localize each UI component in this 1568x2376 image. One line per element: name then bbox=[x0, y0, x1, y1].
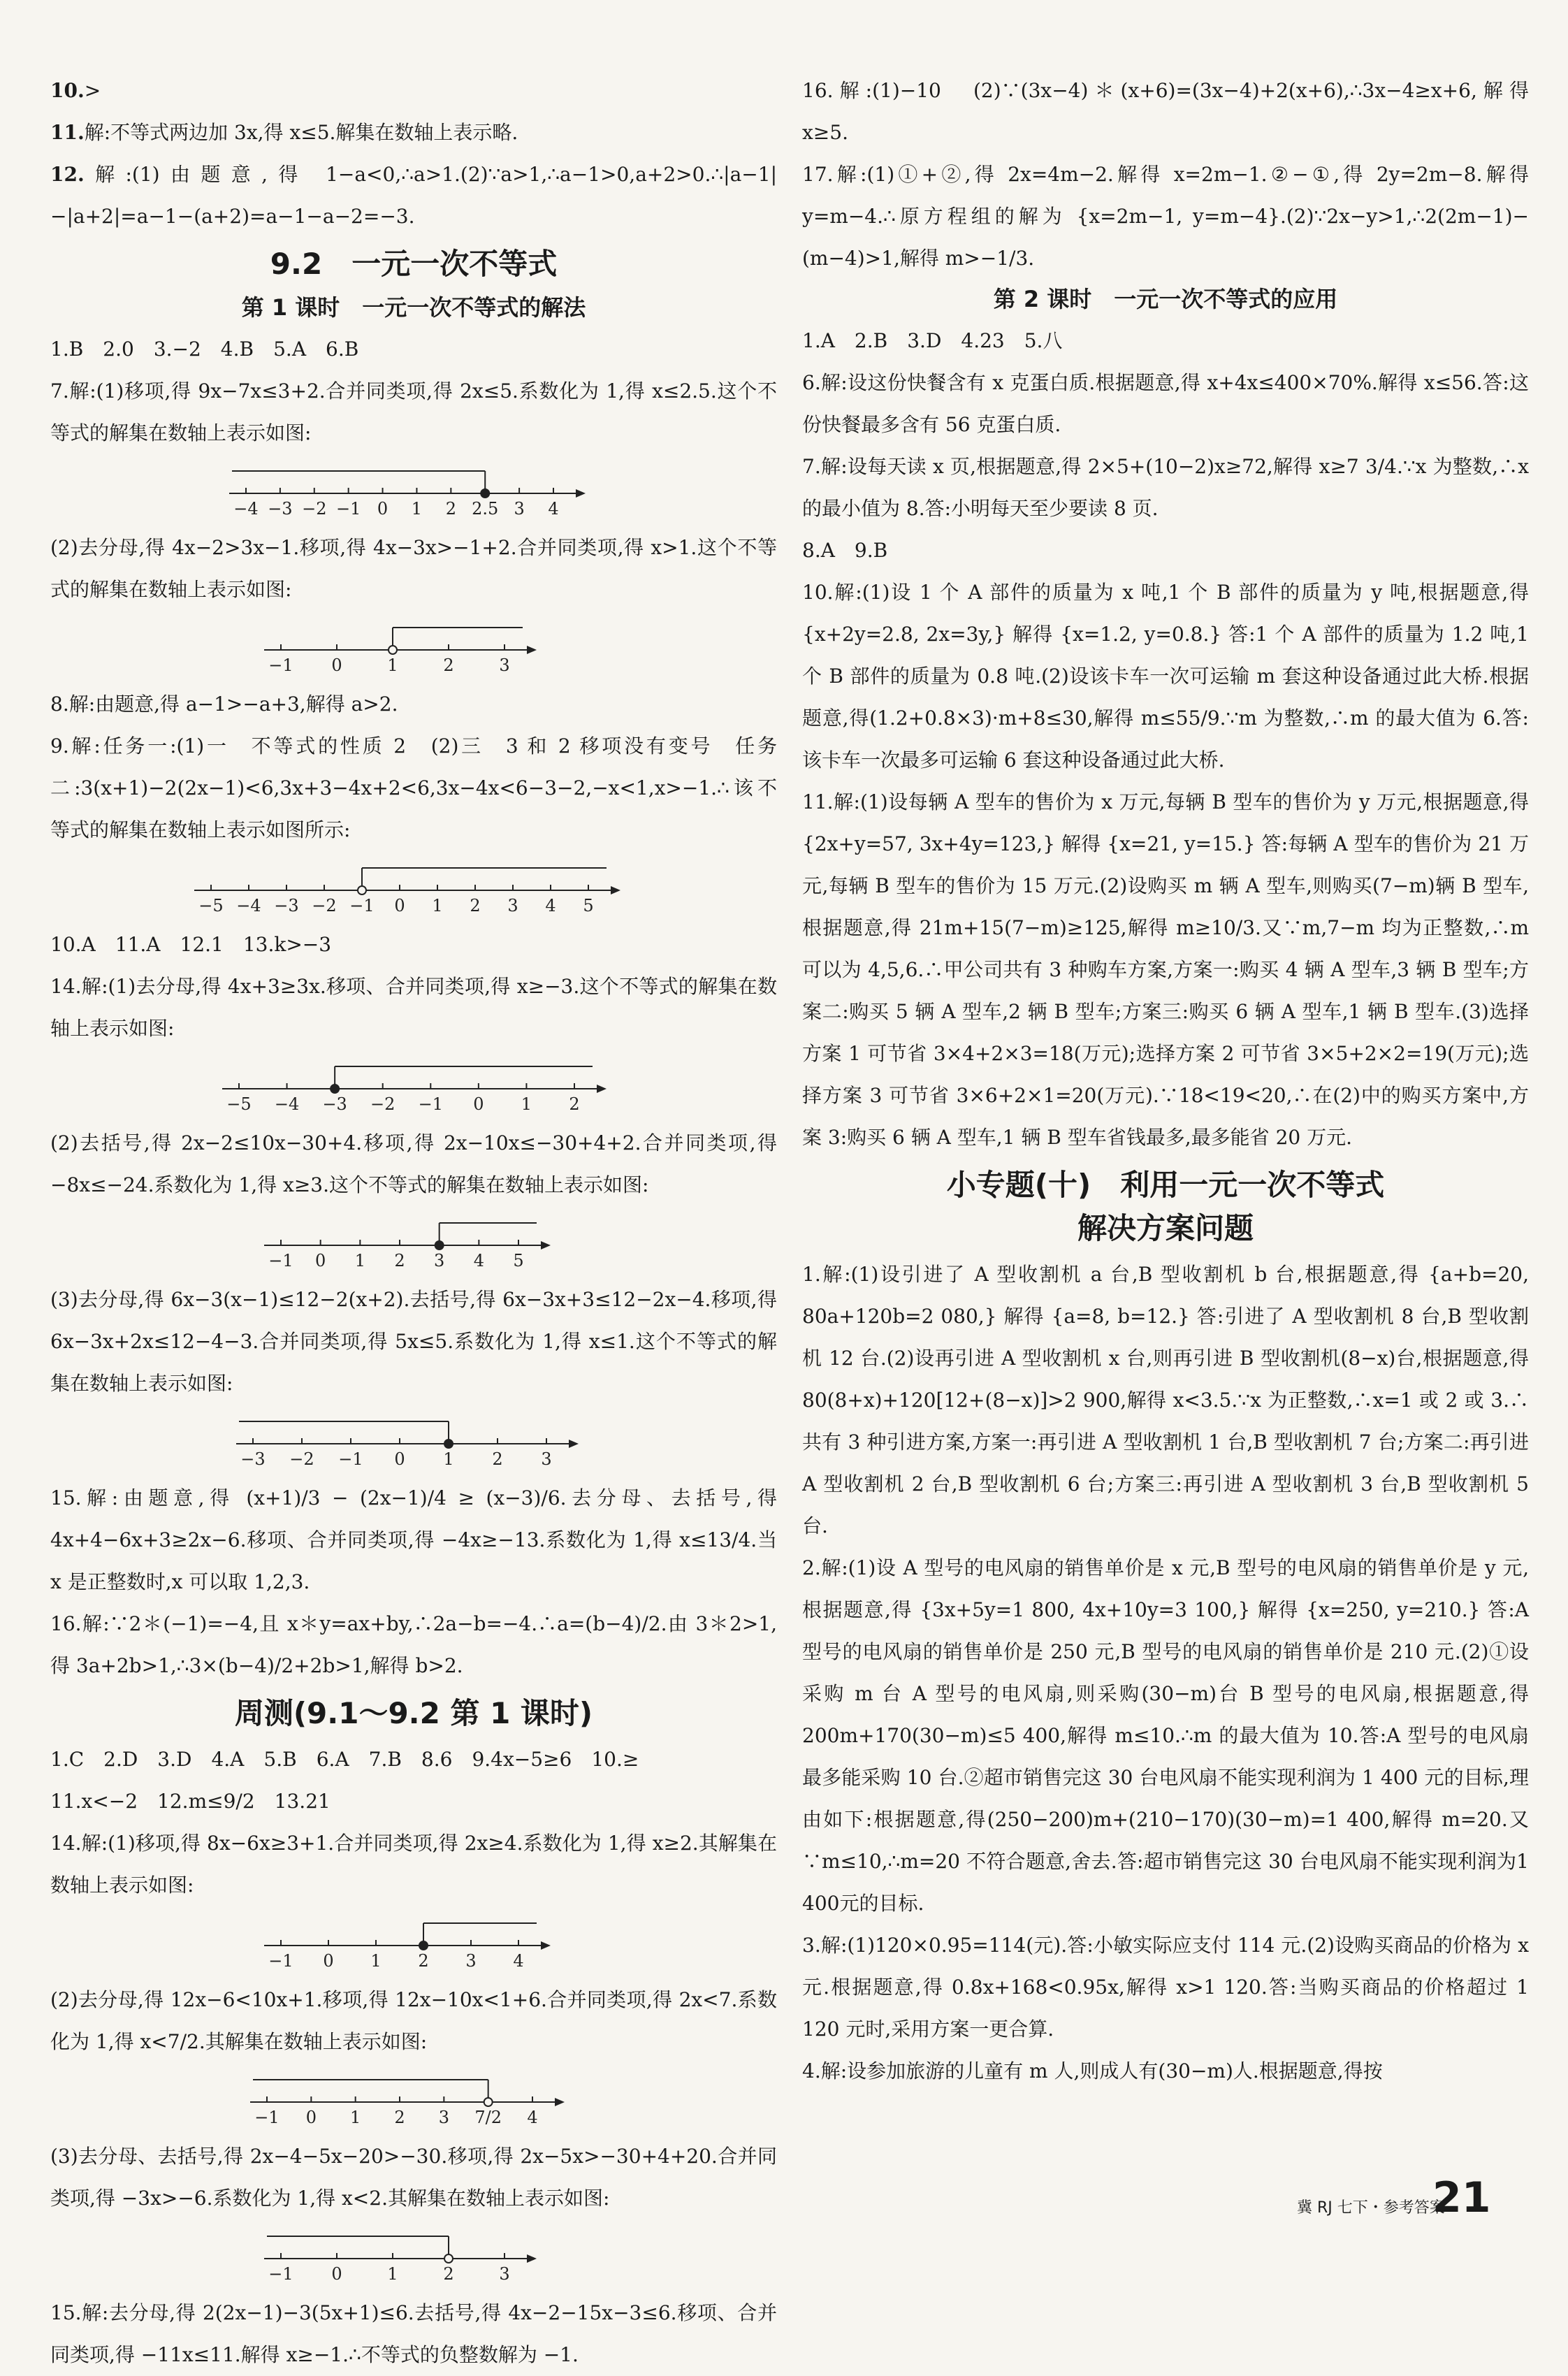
answer-12: 12.解:(1)由题意,得 1−a<0,∴a>1.(2)∵a>1,∴a−1>0,a+2>0.∴|a−1|−|a+2|=a−1−(a+2)=a−1−a−2=−3. bbox=[50, 163, 777, 228]
tick-label: 2 bbox=[394, 1251, 405, 1270]
tick-label: 0 bbox=[473, 1094, 484, 1114]
tick-label: −5 bbox=[226, 1094, 252, 1114]
answer-16: 16.解:∵2＊(−1)=−4,且 x＊y=ax+by,∴2a−b=−4.∴a=(b−4)/2.由 3＊2>1,得 3a+2b>1,∴3×(b−4)/2+2b>1,解得 b>2. bbox=[50, 1612, 777, 1677]
lesson2-answer-7: 7.解:设每天读 x 页,根据题意,得 2×5+(10−2)x≥72,解得 x≥7 3/4.∵x 为整数,∴x 的最小值为 8.答:小明每天至少要读 8 页. bbox=[802, 455, 1529, 520]
weekly-choice-2: 11.x<−2 12.m≤9/2 13.21 bbox=[50, 1790, 331, 1813]
tick-label: 2 bbox=[492, 1449, 503, 1469]
answer-14-part1: 14.解:(1)去分母,得 4x+3≥3x.移项、合并同类项,得 x≥−3.这个不等式的解集在数轴上表示如图: bbox=[50, 975, 777, 1040]
topic-title-line1: 小专题(十) 利用一元一次不等式 bbox=[946, 1168, 1385, 1202]
tick-label: 2 bbox=[443, 2264, 454, 2284]
tick-label: −1 bbox=[268, 2264, 293, 2284]
topic-answer-2: 2.解:(1)设 A 型号的电风扇的销售单价是 x 元,B 型号的电风扇的销售单价是 y 元,根据题意,得 {3x+5y=1 800, 4x+10y=3 100,} 解得 {x=250, y=210.} 答:A 型号的电风扇的销售单价是 250 元,B 型号的电风扇的销售单价是 210 元.(2)①设采购 m 台 A 型号的电风扇,则采购(30−m)台 B 型号的电风扇,根据题意,得 200m+170(30−m)≤5 400,解得 m≤10.∴m 的最大值为 10.答:A 型号的电风扇最多能采购 10 台.②超市销售完这 30 台电风扇不能实现利润为 1 400 元的目标,理由如下:根据题意,得(250−200)m+(210−170)(30−m)=1 400,解得 m=20.又∵m≤10,∴m=20 不符合题意,舍去.答:超市销售完这 30 台电风扇不能实现利润为1 400元的目标. bbox=[802, 1556, 1529, 1915]
weekly-14-part2: (2)去分母,得 12x−6<10x+1.移项,得 12x−10x<1+6.合并同类项,得 2x<7.系数化为 1,得 x<7/2.其解集在数轴上表示如图: bbox=[50, 1988, 777, 2053]
tick-label: 4 bbox=[473, 1251, 484, 1270]
weekly-test-title: 周测(9.1～9.2 第 1 课时) bbox=[234, 1696, 593, 1730]
tick-label: 3 bbox=[541, 1449, 552, 1469]
weekly-choice-1: 1.C 2.D 3.D 4.A 5.B 6.A 7.B 8.6 9.4x−5≥6 10.≥ bbox=[50, 1748, 639, 1771]
tick-label: 2 bbox=[443, 655, 454, 675]
axis-arrow bbox=[541, 1941, 551, 1950]
tick-label: 1 bbox=[411, 499, 423, 519]
closed-point bbox=[331, 1085, 339, 1093]
topic-title-line2: 解决方案问题 bbox=[1077, 1211, 1254, 1245]
tick-label: 1 bbox=[370, 1951, 382, 1971]
number-line-14b bbox=[260, 1210, 777, 1273]
tick-label: 1 bbox=[432, 896, 443, 915]
right-column bbox=[802, 70, 1529, 2092]
footer-label: 冀 RJ 七下・参考答案 bbox=[1297, 2199, 1445, 2217]
tick-label: 2 bbox=[445, 499, 456, 519]
closed-point bbox=[444, 1440, 453, 1448]
tick-label: 1 bbox=[354, 1251, 365, 1270]
section-title-9-2: 9.2 一元一次不等式 bbox=[270, 247, 558, 281]
open-point bbox=[358, 886, 366, 894]
number-line-svg bbox=[260, 2224, 539, 2287]
tick-label: 3 bbox=[465, 1951, 477, 1971]
number-line-svg bbox=[260, 615, 539, 678]
tick-label: 0 bbox=[394, 896, 405, 915]
lesson2-answer-11: 11.解:(1)设每辆 A 型车的售价为 x 万元,每辆 B 型车的售价为 y 万元,根据题意,得 {2x+y=57, 3x+4y=123,} 解得 {x=21, y=15.} 答:每辆 A 型车的售价为 21 万元,每辆 B 型车的售价为 15 万元.(2)设购买 m 辆 A 型车,则购买(7−m)辆 B 型车,根据题意,得 21m+15(7−m)≥125,解得 m≥10/3.又∵m,7−m 均为正整数,∴m 可以为 4,5,6.∴甲公司共有 3 种购车方案,方案一:购买 4 辆 A 型车,3 辆 B 型车;方案二:购买 5 辆 A 型车,2 辆 B 型车;方案三:购买 6 辆 A 型车,1 辆 B 型车.(3)选择方案 1 可节省 3×4+2×3=18(万元);选择方案 2 可节省 3×5+2×2=19(万元);选择方案 3 可节省 3×6+2×1=20(万元).∵18<19<20,∴在(2)中的购买方案中,方案 3:购买 6 辆 A 型车,1 辆 B 型车省钱最多,最多能省 20 万元. bbox=[802, 790, 1529, 1149]
tick-label: 7/2 bbox=[474, 2108, 502, 2127]
tick-label: 0 bbox=[331, 655, 342, 675]
tick-label: 3 bbox=[499, 655, 510, 675]
tick-label: 5 bbox=[583, 896, 594, 915]
answer-15: 15.解:由题意,得 (x+1)/3 − (2x−1)/4 ≥ (x−3)/6.去分母、去括号,得 4x+4−6x+3≥2x−6.移项、合并同类项,得 −4x≥−13.系数化为 1,得 x≤13/4.当 x 是正整数时,x 可以取 1,2,3. bbox=[50, 1486, 777, 1593]
tick-label: 5 bbox=[513, 1251, 524, 1270]
tick-label: −1 bbox=[268, 1251, 293, 1270]
tick-label: 3 bbox=[514, 499, 525, 519]
number-line-svg bbox=[190, 855, 623, 918]
open-point bbox=[484, 2098, 493, 2106]
tick-label: −1 bbox=[338, 1449, 363, 1469]
tick-label: 0 bbox=[394, 1449, 405, 1469]
closed-point bbox=[481, 489, 489, 498]
page-number: 21 bbox=[1432, 2173, 1491, 2222]
tick-label: −1 bbox=[254, 2108, 280, 2127]
tick-label: 3 bbox=[438, 2108, 449, 2127]
answer-14-part2: (2)去括号,得 2x−2≤10x−30+4.移项,得 2x−10x≤−30+4+2.合并同类项,得 −8x≤−24.系数化为 1,得 x≥3.这个不等式的解集在数轴上表示如图: bbox=[50, 1131, 777, 1196]
left-column bbox=[50, 70, 777, 2376]
tick-label: 0 bbox=[331, 2264, 342, 2284]
lesson-1-title: 第 1 课时 一元一次不等式的解法 bbox=[241, 294, 586, 321]
axis-arrow bbox=[527, 2254, 537, 2263]
number-line-svg bbox=[260, 1911, 553, 1973]
tick-label: 2.5 bbox=[472, 499, 499, 519]
tick-label: 3 bbox=[499, 2264, 510, 2284]
answer-7-part2: (2)去分母,得 4x−2>3x−1.移项,得 4x−3x>−1+2.合并同类项,得 x>1.这个不等式的解集在数轴上表示如图: bbox=[50, 536, 777, 601]
answer-17: 17.解:(1)①+②,得 2x=4m−2.解得 x=2m−1.②−①,得 2y=2m−8.解得 y=m−4.∴原方程组的解为 {x=2m−1, y=m−4}.(2)∵2x−y>1,∴2(2m−1)−(m−4)>1,解得 m>−1/3. bbox=[802, 163, 1529, 270]
topic-answer-4: 4.解:设参加旅游的儿童有 m 人,则成人有(30−m)人.根据题意,得按 bbox=[802, 2059, 1383, 2082]
tick-label: 4 bbox=[513, 1951, 524, 1971]
number-line-svg bbox=[218, 1054, 609, 1117]
closed-point bbox=[419, 1941, 428, 1950]
tick-label: −3 bbox=[322, 1094, 347, 1114]
tick-label: 0 bbox=[377, 499, 389, 519]
lesson2-choice-answers: 1.A 2.B 3.D 4.23 5.八 bbox=[802, 329, 1063, 352]
tick-label: −4 bbox=[274, 1094, 300, 1114]
tick-label: −2 bbox=[289, 1449, 314, 1469]
number-line-9 bbox=[190, 855, 777, 918]
tick-label: 2 bbox=[470, 896, 481, 915]
axis-arrow bbox=[569, 1440, 579, 1448]
answer-16-right: 16.解:(1)−10 (2)∵(3x−4)＊(x+6)=(3x−4)+2(x+6),∴3x−4≥x+6,解得 x≥5. bbox=[802, 79, 1529, 144]
tick-label: 0 bbox=[305, 2108, 317, 2127]
tick-label: 4 bbox=[527, 2108, 538, 2127]
lesson-2-title: 第 2 课时 一元一次不等式的应用 bbox=[993, 286, 1338, 312]
tick-label: 1 bbox=[387, 2264, 398, 2284]
lesson2-answer-6: 6.解:设这份快餐含有 x 克蛋白质.根据题意,得 x+4x≤400×70%.解得 x≤56.答:这份快餐最多含有 56 克蛋白质. bbox=[802, 371, 1529, 436]
answer-14-part3: (3)去分母,得 6x−3(x−1)≤12−2(x+2).去括号,得 6x−3x+3≤12−2x−4.移项,得 6x−3x+2x≤12−4−3.合并同类项,得 5x≤5.系数化为 1,得 x≤1.这个不等式的解集在数轴上表示如图: bbox=[50, 1288, 777, 1395]
tick-label: −2 bbox=[312, 896, 337, 915]
number-line-7a bbox=[225, 458, 777, 521]
tick-label: 1 bbox=[387, 655, 398, 675]
axis-arrow bbox=[576, 489, 586, 498]
tick-label: 0 bbox=[323, 1951, 334, 1971]
lesson2-answers-8-9: 8.A 9.B bbox=[802, 539, 888, 562]
tick-label: −5 bbox=[198, 896, 224, 915]
axis-arrow bbox=[597, 1085, 607, 1093]
tick-label: −1 bbox=[268, 1951, 293, 1971]
number-line-w14b bbox=[246, 2067, 777, 2130]
weekly-15: 15.解:去分母,得 2(2x−1)−3(5x+1)≤6.去括号,得 4x−2−15x−3≤6.移项、合并同类项,得 −11x≤11.解得 x≥−1.∴不等式的负整数解为 −1. bbox=[50, 2301, 777, 2366]
tick-label: −3 bbox=[268, 499, 293, 519]
tick-label: −1 bbox=[349, 896, 375, 915]
closed-point bbox=[435, 1241, 444, 1249]
number-line-svg bbox=[232, 1409, 581, 1472]
answer-7-part1: 7.解:(1)移项,得 9x−7x≤3+2.合并同类项,得 2x≤5.系数化为 1,得 x≤2.5.这个不等式的解集在数轴上表示如图: bbox=[50, 379, 777, 444]
tick-label: 4 bbox=[548, 499, 559, 519]
tick-label: 1 bbox=[350, 2108, 361, 2127]
weekly-14-part3: (3)去分母、去括号,得 2x−4−5x−20>−30.移项,得 2x−5x>−30+4+20.合并同类项,得 −3x>−6.系数化为 1,得 x<2.其解集在数轴上表示如图: bbox=[50, 2145, 777, 2210]
tick-label: 1 bbox=[521, 1094, 532, 1114]
tick-label: 2 bbox=[569, 1094, 580, 1114]
answer-10: 10.> bbox=[50, 79, 101, 102]
topic-answer-1: 1.解:(1)设引进了 A 型收割机 a 台,B 型收割机 b 台,根据题意,得 {a+b=20, 80a+120b=2 080,} 解得 {a=8, b=12.} 答:引进了 A 型收割机 8 台,B 型收割机 12 台.(2)设再引进 A 型收割机 x 台,则再引进 B 型收割机(8−x)台,根据题意,得 80(8+x)+120[12+(8−x)]>2 900,解得 x<3.5.∵x 为正整数,∴x=1 或 2 或 3.∴共有 3 种引进方案,方案一:再引进 A 型收割机 1 台,B 型收割机 7 台;方案二:再引进 A 型收割机 2 台,B 型收割机 6 台;方案三:再引进 A 型收割机 3 台,B 型收割机 5 台. bbox=[802, 1263, 1529, 1537]
axis-arrow bbox=[541, 1241, 551, 1249]
weekly-14-part1: 14.解:(1)移项,得 8x−6x≥3+1.合并同类项,得 2x≥4.系数化为 1,得 x≥2.其解集在数轴上表示如图: bbox=[50, 1832, 777, 1897]
tick-label: 2 bbox=[394, 2108, 405, 2127]
open-point bbox=[444, 2254, 453, 2263]
tick-label: 0 bbox=[315, 1251, 326, 1270]
number-line-w14a bbox=[260, 1911, 777, 1973]
tick-label: 1 bbox=[443, 1449, 454, 1469]
number-line-svg bbox=[225, 458, 588, 521]
tick-label: 3 bbox=[507, 896, 518, 915]
answer-8: 8.解:由题意,得 a−1>−a+3,解得 a>2. bbox=[50, 693, 398, 716]
number-line-svg bbox=[246, 2067, 567, 2130]
tick-label: 2 bbox=[418, 1951, 429, 1971]
tick-label: −4 bbox=[236, 896, 261, 915]
topic-answer-3: 3.解:(1)120×0.95=114(元).答:小敏实际应支付 114 元.(2)设购买商品的价格为 x 元.根据题意,得 0.8x+168<0.95x,解得 x>1 120.答:当购买商品的价格超过 1 120 元时,采用方案一更合算. bbox=[802, 1934, 1529, 2041]
answer-11: 11.解:不等式两边加 3x,得 x≤5.解集在数轴上表示略. bbox=[50, 121, 518, 144]
lesson2-answer-10: 10.解:(1)设 1 个 A 部件的质量为 x 吨,1 个 B 部件的质量为 y 吨,根据题意,得 {x+2y=2.8, 2x=3y,} 解得 {x=1.2, y=0.8.} 答:1 个 A 部件的质量为 1.2 吨,1 个 B 部件的质量为 0.8 吨.(2)设该卡车一次可运输 m 套这种设备通过此大桥.根据题意,得(1.2+0.8×3)·m+8≤30,解得 m≤55/9.∵m 为整数,∴m 的最大值为 6.答:该卡车一次最多可运输 6 套这种设备通过此大桥. bbox=[802, 581, 1529, 772]
tick-label: −4 bbox=[233, 499, 259, 519]
tick-label: −2 bbox=[370, 1094, 395, 1114]
number-line-14c bbox=[232, 1409, 777, 1472]
answers-10-13: 10.A 11.A 12.1 13.k>−3 bbox=[50, 933, 332, 956]
tick-label: −1 bbox=[268, 655, 293, 675]
tick-label: 3 bbox=[434, 1251, 445, 1270]
tick-label: −3 bbox=[274, 896, 299, 915]
number-line-w14c bbox=[260, 2224, 777, 2287]
lesson1-choice-answers: 1.B 2.0 3.−2 4.B 5.A 6.B bbox=[50, 338, 359, 361]
axis-arrow bbox=[527, 646, 537, 654]
answer-9: 9.解:任务一:(1)一 不等式的性质 2 (2)三 3 和 2 移项没有变号 任务二:3(x+1)−2(2x−1)<6,3x+3−4x+2<6,3x−4x<6−3−2,−x<1,x>−1.∴该不等式的解集在数轴上表示如图所示: bbox=[50, 734, 777, 841]
tick-label: 4 bbox=[545, 896, 556, 915]
open-point bbox=[389, 646, 397, 654]
tick-label: −1 bbox=[418, 1094, 443, 1114]
axis-arrow bbox=[555, 2098, 565, 2106]
number-line-svg bbox=[260, 1210, 553, 1273]
axis-arrow bbox=[611, 886, 620, 894]
number-line-14a bbox=[218, 1054, 777, 1117]
tick-label: −2 bbox=[302, 499, 327, 519]
number-line-7b bbox=[260, 615, 777, 678]
tick-label: −1 bbox=[335, 499, 361, 519]
tick-label: −3 bbox=[240, 1449, 266, 1469]
